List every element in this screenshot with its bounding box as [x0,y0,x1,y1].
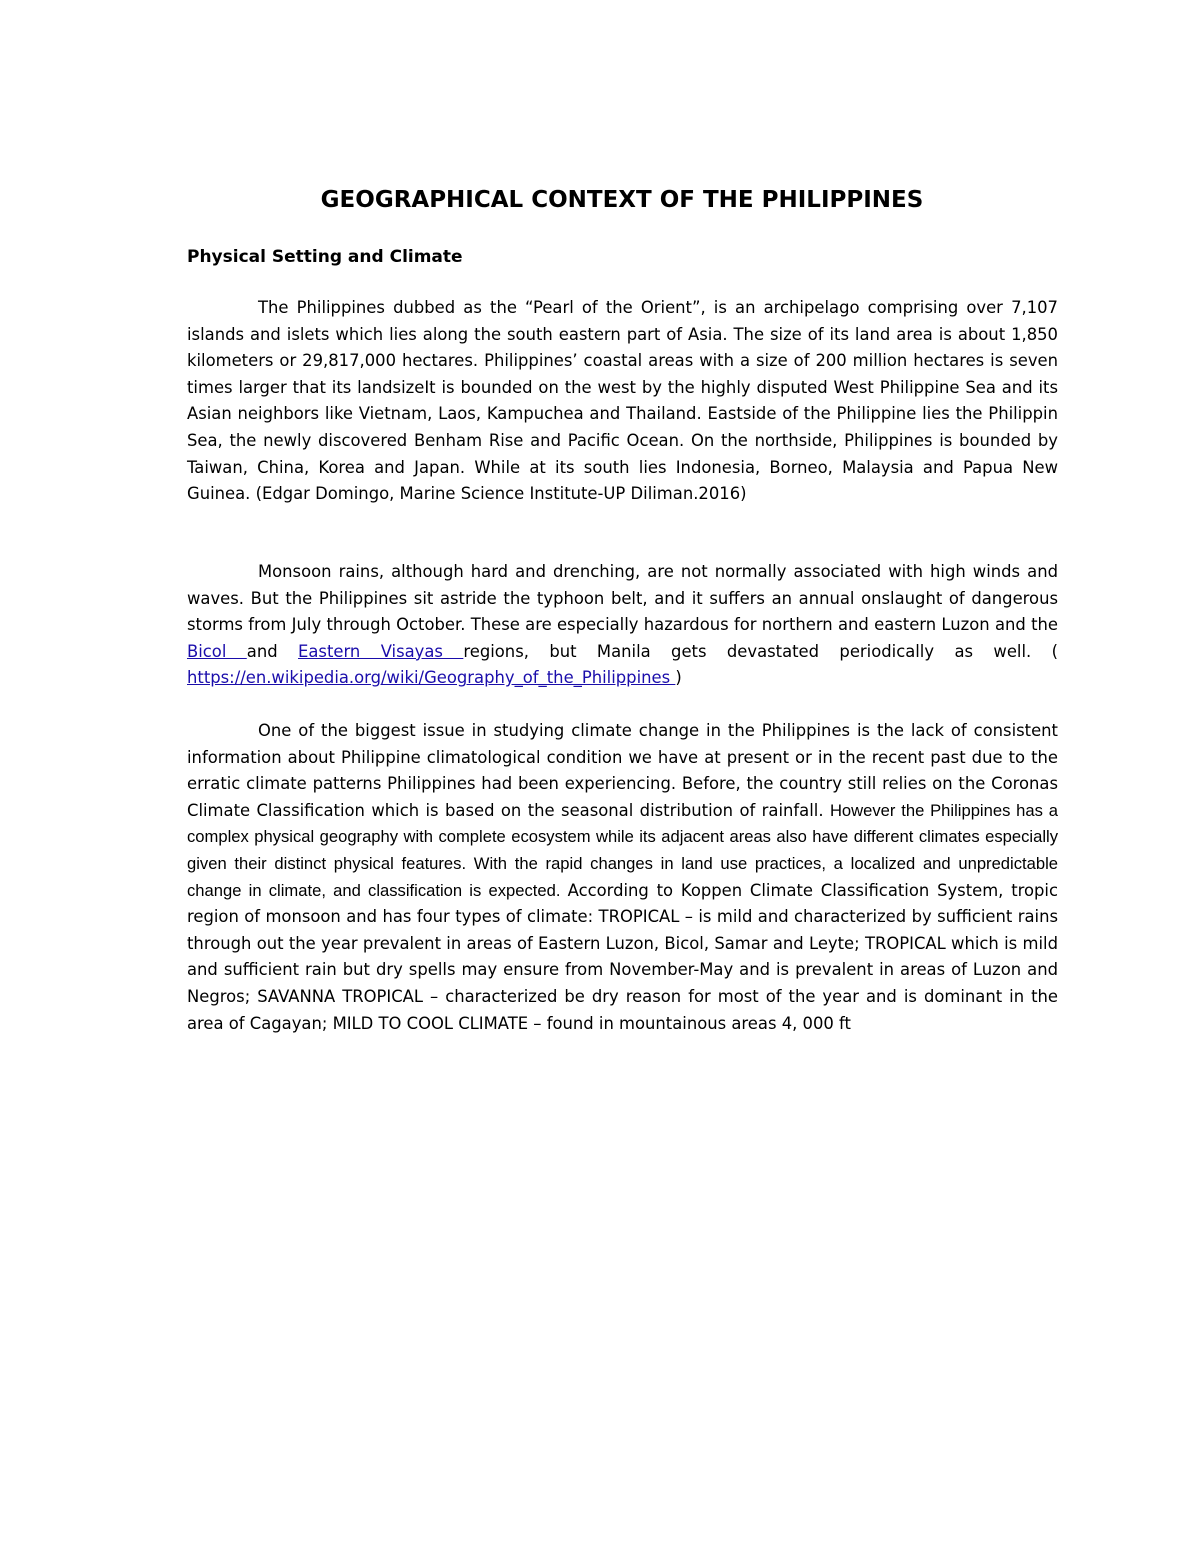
paragraph-monsoon-text-between: and [246,641,299,661]
paragraph-physical-setting-text: The Philippines dubbed as the “Pearl of the Orient”, is an archipelago comprising over 7,107 islands and islets which lies along the south eastern part of Asia. The size of its land area is about 1,850 kilometers or 29,817,000 hectares. Philippines’ coastal areas with a size of 200 million hectares is seven times larger that its landsizeIt is bounded on the west by the highly disputed West Philippine Sea and its Asian neighbors like Vietnam, Laos, Kampuchea and Thailand. Eastside of the Philippine lies the Philippin Sea, the newly discovered Benham Rise and Pacific Ocean. On the northside, Philippines is bounded by Taiwan, China, Korea and Japan. While at its south lies Indonesia, Borneo, Malaysia and Papua New Guinea. (Edgar Domingo, Marine Science Institute-UP Diliman.2016) [187,298,1058,504]
link-bicol[interactable]: Bicol [187,641,247,661]
section-heading: Physical Setting and Climate [187,247,463,267]
paragraph-climate-change [187,718,1058,1037]
paragraph-physical-setting [187,295,1058,508]
paragraph-monsoon-text-after: regions, but Manila gets devastated periodically as well. ( [463,641,1059,661]
paragraph-climate-change-text-2: However the Philippines has a complex physical geography with complete ecosystem while its adjacent areas also have different climates especially given their distinct physical features. With the rapid changes in land use practices, a localized and unpredictable change in climate, and classification is expected. [187,800,1058,900]
link-wikipedia-geography[interactable]: https://en.wikipedia.org/wiki/Geography_of_the_Philippines [187,668,676,688]
paragraph-climate-change-text-3: According to Koppen Climate Classification System, tropic region of monsoon and has four types of climate: TROPICAL – is mild and characterized by sufficient rains through out the year prevalent in areas of Eastern Luzon, Bicol, Samar and Leyte; TROPICAL which is mild and sufficient rain but dry spells may ensure from November-May and is prevalent in areas of Luzon and Negros; SAVANNA TROPICAL – characterized be dry reason for most of the year and is dominant in the area of Cagayan; MILD TO COOL CLIMATE – found in mountainous areas 4, 000 ft [187,880,1059,1033]
document-title: GEOGRAPHICAL CONTEXT OF THE PHILIPPINES [320,187,924,213]
link-eastern-visayas[interactable]: Eastern Visayas [298,641,464,661]
paragraph-monsoon [187,559,1058,692]
paragraph-climate-change-text-1: One of the biggest issue in studying climate change in the Philippines is the lack of consistent information about Philippine climatological condition we have at present or in the recent past due to the erratic climate patterns Philippines had been experiencing. Before, the country still relies on the Coronas Climate Classification which is based on the seasonal distribution of rainfall. [187,721,1058,820]
paragraph-monsoon-closing: ) [675,668,682,688]
paragraph-monsoon-text: Monsoon rains, although hard and drenching, are not normally associated with high winds and waves. But the Philippines sit astride the typhoon belt, and it suffers an annual onslaught of dangerous storms from July through October. These are especially hazardous for northern and eastern Luzon and the [187,562,1058,635]
